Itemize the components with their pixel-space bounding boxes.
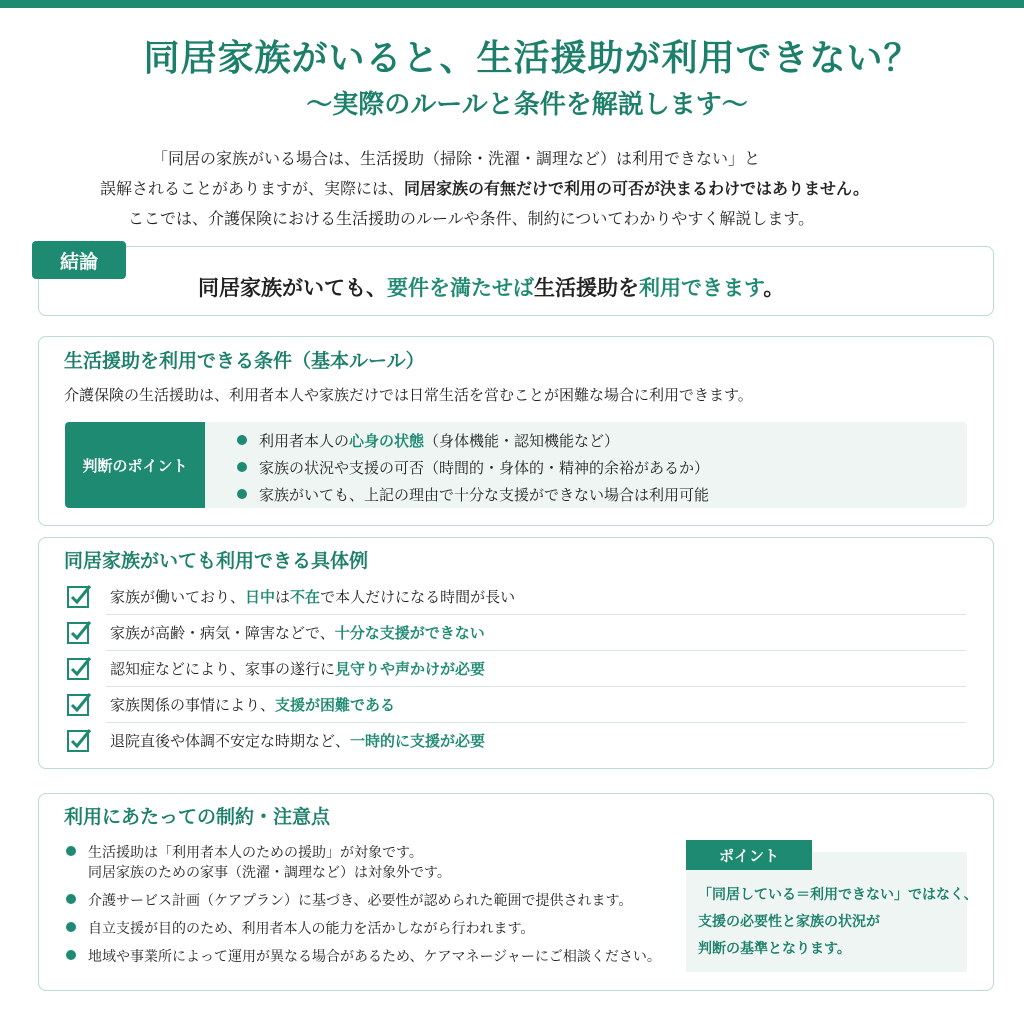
example-2-a: 家族が高齢・病気・障害などで、 bbox=[110, 624, 335, 642]
note-item-2 bbox=[66, 891, 632, 911]
judge-point-1-a: 利用者本人の bbox=[259, 432, 350, 450]
example-4-b: 支援が困難である bbox=[275, 696, 396, 714]
intro-line-2-plain: 誤解されることがありますが、実際には、 bbox=[100, 179, 405, 198]
point-line-2: 支援の必要性と家族の状況が bbox=[698, 914, 880, 930]
note-item-1 bbox=[66, 843, 451, 883]
check-square-icon bbox=[66, 691, 92, 717]
example-item-2 bbox=[66, 615, 966, 651]
note-1-line-1: 生活援助は「利用者本人のための援助」が対象です。 bbox=[88, 845, 423, 861]
conditions-desc: 介護保険の生活援助は、利用者本人や家族だけでは日常生活を営むことが困難な場合に利用できます。 bbox=[64, 386, 753, 404]
judge-point-1-c: （身体機能・認知機能など） bbox=[424, 432, 620, 450]
example-item-3 bbox=[66, 651, 966, 687]
judge-label: 判断のポイント bbox=[65, 422, 205, 508]
example-item-5 bbox=[66, 723, 966, 759]
conclusion-text-e: 。 bbox=[763, 276, 785, 300]
bullet-dot-icon bbox=[66, 846, 76, 856]
note-3-line-1: 自立支援が目的のため、利用者本人の能力を活かしながら行われます。 bbox=[88, 921, 535, 937]
example-3-b: 見守りや声かけが必要 bbox=[335, 660, 486, 678]
point-line-1: 「同居している＝利用できない」ではなく、 bbox=[698, 887, 978, 903]
note-1-line-2: 同居家族のための家事（洗濯・調理など）は対象外です。 bbox=[88, 865, 451, 881]
example-text-1 bbox=[110, 586, 515, 607]
bullet-dot-icon bbox=[66, 950, 76, 960]
bullet-dot-icon bbox=[237, 489, 247, 499]
example-text-2 bbox=[110, 622, 485, 643]
conclusion-text-b: 要件を満たせば bbox=[387, 276, 534, 300]
example-2-b: 十分な支援ができない bbox=[334, 624, 485, 642]
example-1-c: は bbox=[275, 588, 291, 606]
bullet-dot-icon bbox=[66, 922, 76, 932]
example-5-b: 一時的に支援が必要 bbox=[350, 732, 486, 750]
example-4-a: 家族関係の事情により、 bbox=[110, 696, 276, 714]
conclusion-text bbox=[198, 272, 784, 302]
intro-line-1: 「同居の家族がいる場合は、生活援助（掃除・洗濯・調理など）は利用できない」と bbox=[152, 149, 761, 168]
top-accent-bar bbox=[0, 0, 1024, 8]
example-3-a: 認知症などにより、家事の遂行に bbox=[110, 660, 336, 678]
example-1-e: で本人だけになる時間が長い bbox=[320, 588, 516, 606]
intro-line-2 bbox=[100, 176, 869, 199]
point-line-3: 判断の基準となります。 bbox=[698, 941, 851, 957]
judge-point-1-b: 心身の状態 bbox=[349, 432, 425, 450]
point-tag: ポイント bbox=[686, 840, 812, 870]
note-item-3 bbox=[66, 919, 534, 939]
example-5-a: 退院直後や体調不安定な時期など、 bbox=[110, 732, 351, 750]
judge-point-3-a: 家族がいても、上記の理由で十分な支援ができない場合は利用可能 bbox=[259, 486, 710, 504]
example-text-4 bbox=[110, 694, 395, 715]
example-1-a: 家族が働いており、 bbox=[110, 588, 246, 606]
judge-panel bbox=[65, 422, 967, 508]
judge-point-2-a: 家族の状況や支援の可否（時間的・身体的・精神的余裕があるか） bbox=[259, 459, 710, 477]
page-title: 同居家族がいると、生活援助が利用できない？ bbox=[143, 38, 921, 79]
example-item-1 bbox=[66, 579, 966, 615]
check-square-icon bbox=[66, 619, 92, 645]
check-square-icon bbox=[66, 583, 92, 609]
bullet-dot-icon bbox=[237, 435, 247, 445]
judge-point-2 bbox=[237, 457, 709, 478]
note-2-line-1: 介護サービス計画（ケアプラン）に基づき、必要性が認められた範囲で提供されます。 bbox=[88, 893, 633, 909]
notes-title: 利用にあたっての制約・注意点 bbox=[64, 806, 331, 828]
bullet-dot-icon bbox=[66, 894, 76, 904]
check-square-icon bbox=[66, 655, 92, 681]
conclusion-text-d: 利用できます bbox=[639, 276, 764, 300]
intro-line-3: ここでは、介護保険における生活援助のルールや条件、制約についてわかりやすく解説します。 bbox=[128, 209, 815, 228]
judge-point-1 bbox=[237, 430, 619, 451]
conclusion-text-c: 生活援助を bbox=[534, 276, 639, 300]
conclusion-text-a: 同居家族がいても、 bbox=[198, 276, 387, 300]
bullet-dot-icon bbox=[237, 462, 247, 472]
example-text-3 bbox=[110, 658, 485, 679]
note-item-4 bbox=[66, 947, 661, 967]
example-text-5 bbox=[110, 730, 485, 751]
example-1-d: 不在 bbox=[290, 588, 321, 606]
example-item-4 bbox=[66, 687, 966, 723]
conclusion-tag: 結論 bbox=[32, 241, 126, 279]
check-square-icon bbox=[66, 727, 92, 753]
judge-point-3 bbox=[237, 484, 709, 505]
conditions-title: 生活援助を利用できる条件（基本ルール） bbox=[64, 350, 425, 372]
example-1-b: 日中 bbox=[245, 588, 276, 606]
note-4-line-1: 地域や事業所によって運用が異なる場合があるため、ケアマネージャーにご相談ください。 bbox=[88, 949, 661, 965]
intro-line-2-bold: 同居家族の有無だけで利用の可否が決まるわけではありません。 bbox=[404, 179, 869, 198]
page-subtitle: 〜実際のルールと条件を解説します〜 bbox=[306, 90, 748, 120]
examples-title: 同居家族がいても利用できる具体例 bbox=[64, 550, 369, 572]
